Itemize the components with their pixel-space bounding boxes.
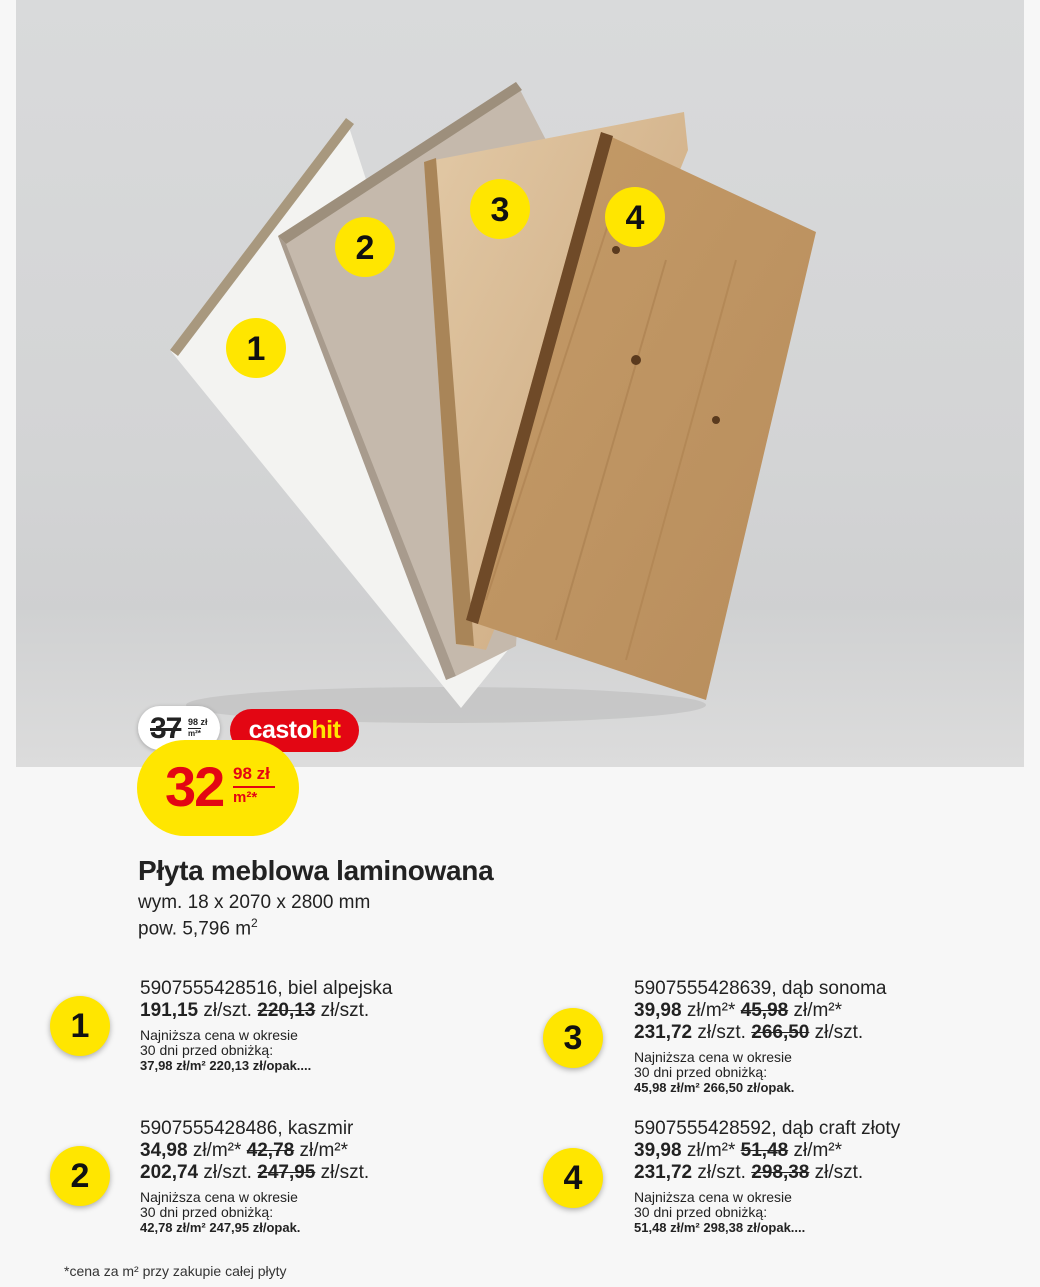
variant-name: 5907555428592, dąb craft złoty (634, 1118, 901, 1139)
svg-text:2: 2 (355, 229, 375, 267)
variant-name: 5907555428486, kaszmir (140, 1118, 354, 1139)
variant-price-piece: 191,15 zł/szt. 220,13 zł/szt. (140, 1000, 370, 1021)
lowest-price-note: Najniższa cena w okresie 30 dni przed obniżką: 42,78 zł/m² 247,95 zł/opak. (140, 1189, 301, 1235)
badge-3 (470, 179, 530, 239)
lowest-price-note: Najniższa cena w okresie 30 dni przed obniżką: 45,98 zł/m² 266,50 zł/opak. (634, 1049, 795, 1095)
variant-number-2: 2 (50, 1146, 110, 1206)
lowest-price-note: Najniższa cena w okresie 30 dni przed obniżką: 37,98 zł/m² 220,13 zł/opak.... (140, 1027, 312, 1073)
badge-1 (226, 318, 286, 378)
variant-2 (140, 1118, 369, 1235)
lowest-price-note: Najniższa cena w okresie 30 dni przed obniżką: 51,48 zł/m² 298,38 zł/opak.... (634, 1189, 806, 1235)
variant-price-piece: 231,72 zł/szt. 266,50 zł/szt. (634, 1022, 864, 1043)
variant-price-piece: 231,72 zł/szt. 298,38 zł/szt. (634, 1162, 864, 1183)
variant-name: 5907555428516, biel alpejska (140, 978, 393, 999)
castohit-casto: casto (248, 716, 312, 744)
footnote: *cena za m² przy zakupie całej płyty (64, 1263, 287, 1279)
svg-text:4: 4 (625, 199, 645, 237)
price-unit: m²* (233, 786, 275, 806)
boards-illustration (16, 0, 1024, 767)
variant-number-4: 4 (543, 1148, 603, 1208)
badge-2 (335, 217, 395, 277)
variant-price-m2: 34,98 zł/m²* 42,78 zł/m²* (140, 1140, 349, 1161)
price-cents: 98 zł (233, 764, 270, 783)
product-dimensions: wym. 18 x 2070 x 2800 mm (138, 892, 371, 913)
old-price-unit: m²* (188, 729, 201, 738)
variant-price-m2: 39,98 zł/m²* 45,98 zł/m²* (634, 1000, 843, 1021)
promo-price (137, 740, 299, 836)
variant-1 (140, 978, 393, 1073)
variant-number-1: 1 (50, 996, 110, 1056)
badge-4 (605, 187, 665, 247)
variant-3 (634, 978, 887, 1095)
svg-text:3: 3 (490, 191, 510, 229)
price-integer: 32 (165, 755, 224, 818)
product-title: Płyta meblowa laminowana (138, 855, 494, 886)
area-value: pow. 5,796 m (138, 918, 252, 940)
variant-number-3: 3 (543, 1008, 603, 1068)
area-sup: 2 (251, 916, 258, 930)
variant-name: 5907555428639, dąb sonoma (634, 978, 887, 999)
svg-text:1: 1 (246, 330, 266, 368)
product-photo (16, 0, 1024, 767)
variant-price-m2: 39,98 zł/m²* 51,48 zł/m²* (634, 1140, 843, 1161)
castohit-hit: hit (311, 716, 341, 744)
old-price-cents: 98 zł (188, 717, 208, 727)
product-area (138, 916, 258, 940)
variant-price-piece: 202,74 zł/szt. 247,95 zł/szt. (140, 1162, 370, 1183)
variant-4 (634, 1118, 900, 1235)
old-price-integer: 37 (150, 712, 182, 745)
